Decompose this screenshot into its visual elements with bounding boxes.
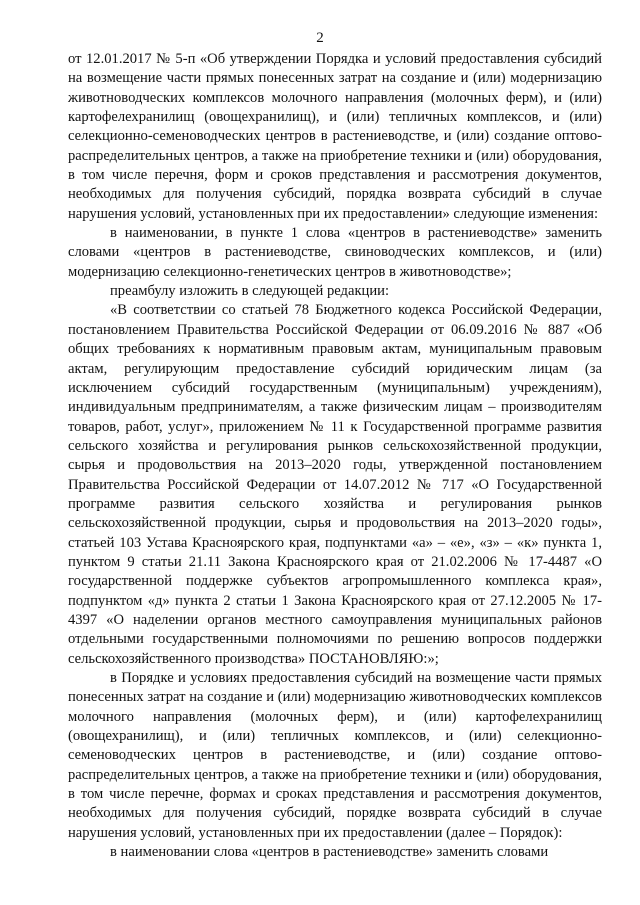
- paragraph-resolution-reference: от 12.01.2017 № 5-п «Об утверждении Порядка и условий предоставления субсидий на возмещение части прямых понесенных затрат на создание и (или) модернизацию животноводческих комплексов молочного направления (молочных ферм), и (или) картофелехранилищ (овощехранилищ), и (или) тепличных комплексов, и (или) селекционно-семеноводческих центров в растениеводстве, и (или) создание оптово-распределительных центров, а также на приобретение техники и (или) оборудования, в том числе перечня, форм и сроков представления и рассмотрения документов, необходимых для получения субсидий, порядка возврата субсидий в случае нарушения условий, установленных при их предоставлении» следующие изменения:: [68, 51, 602, 222]
- paragraph-title-amendment: в наименовании, в пункте 1 слова «центров в растениеводстве» заменить словами «центров в растениеводстве, свиноводческих комплексов, и (или) модернизацию селекционно-генетических центров в животноводстве»;: [68, 225, 602, 280]
- page-number: 2: [316, 30, 324, 46]
- paragraph-preamble-text: «В соответствии со статьей 78 Бюджетного кодекса Российской Федерации, постановлением Правительства Российской Федерации от 06.09.2016 № 887 «Об общих требованиях к нормативным правовым актам, муниципальным правовым актам, регулирующим предоставление субсидий юридическим лицам (за исключением субсидий государственным (муниципальным) учреждениям), индивидуальным предпринимателям, а также физическим лицам – производителям товаров, работ, услуг», приложением № 11 к Государственной программе развития сельского хозяйства и регулирования рынков сельскохозяйственной продукции, сырья и продовольствия на 2013–2020 годы, утвержденной постановлением Правительства Российской Федерации от 14.07.2012 № 717 «О Государственной программе развития сельского хозяйства и регулирования рынков сельскохозяйственной продукции, сырья и продовольствия на 2013–2020 годы», статьей 103 Устава Красноярского края, подпунктами «а» – «е», «з» – «к» пункта 1, пунктом 9 статьи 21.11 Закона Красноярского края от 21.02.2006 № 17-4487 «О государственной поддержке субъектов агропромышленного комплекса края», подпунктом «д» пункта 2 статьи 1 Закона Красноярского края от 27.12.2005 № 17-4397 «О наделении органов местного самоуправления муниципальных районов отдельными государственными полномочиями по решению вопросов поддержки сельскохозяйственного производства» ПОСТАНОВЛЯЮ:»;: [68, 302, 602, 667]
- document-body: [68, 50, 602, 862]
- paragraph-procedure-title-amendment: в наименовании слова «центров в растениеводстве» заменить словами: [110, 844, 549, 861]
- paragraph-preamble-intro: преамбулу изложить в следующей редакции:: [110, 283, 390, 300]
- paragraph-procedure-amendments: в Порядке и условиях предоставления субсидий на возмещение части прямых понесенных затрат на создание и (или) модернизацию животноводческих комплексов молочного направления (молочных ферм), и (или) картофелехранилищ (овощехранилищ), и (или) тепличных комплексов, и (или) селекционно-семеноводческих центров в растениеводстве, и (или) создание оптово-распределительных центров, а также на приобретение техники и (или) оборудования, в том числе перечне, формах и сроках представления и рассмотрения документов, необходимых для получения субсидий, порядке возврата субсидий в случае нарушения условий, установленных при их предоставлении (далее – Порядок):: [68, 670, 602, 841]
